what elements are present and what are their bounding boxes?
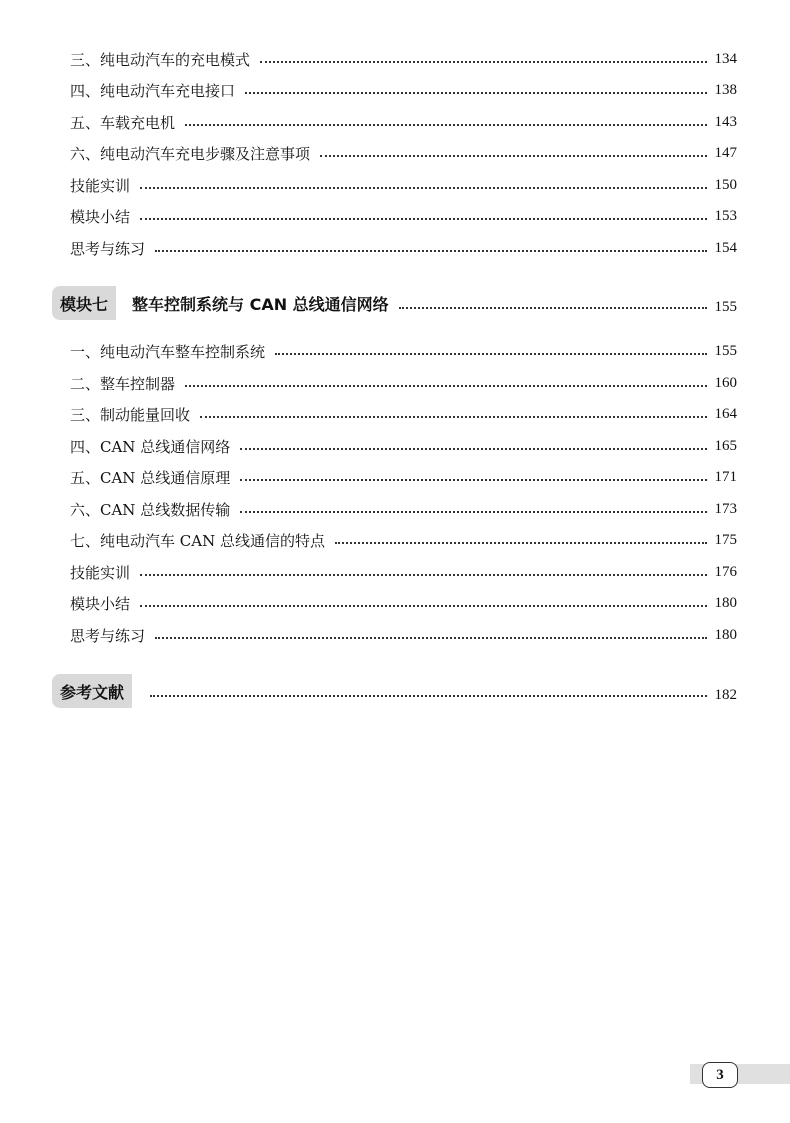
toc-entry[interactable] [70, 110, 737, 134]
toc-entry-page: 176 [714, 563, 737, 580]
toc-entry-page: 150 [714, 176, 737, 193]
toc-entry-page: 180 [714, 626, 737, 643]
toc-entry-title: 四、纯电动汽车充电接口 [70, 81, 236, 100]
module-title: 整车控制系统与 CAN 总线通信网络 [132, 294, 389, 314]
toc-entry-page: 164 [714, 405, 737, 422]
references-heading[interactable] [52, 674, 737, 708]
toc-entry[interactable] [70, 236, 737, 260]
leader-dots [155, 637, 706, 639]
toc-entry-title: 七、纯电动汽车 CAN 总线通信的特点 [70, 531, 325, 550]
module-page: 155 [714, 298, 737, 315]
toc-entry[interactable] [70, 434, 737, 458]
leader-dots [200, 416, 706, 418]
leader-dots [260, 61, 706, 63]
toc-entry[interactable] [70, 465, 737, 489]
module-heading[interactable] [52, 286, 737, 320]
toc-entry-page: 160 [714, 374, 737, 391]
toc-entry[interactable] [70, 339, 737, 363]
leader-dots [185, 124, 706, 126]
page-number: 3 [702, 1062, 738, 1088]
toc-entry[interactable] [70, 371, 737, 395]
toc-entry-page: 154 [714, 239, 737, 256]
leader-dots [399, 307, 707, 309]
toc-entry-page: 165 [714, 437, 737, 454]
toc-entry-title: 思考与练习 [70, 239, 146, 258]
toc-entry-title: 六、纯电动汽车充电步骤及注意事项 [70, 144, 311, 163]
leader-dots [140, 218, 706, 220]
toc-entry[interactable] [70, 402, 737, 426]
toc-entry-page: 134 [714, 50, 737, 67]
leader-dots [155, 250, 706, 252]
toc-entry-title: 模块小结 [70, 594, 131, 613]
toc-entry-page: 153 [714, 207, 737, 224]
toc-entry[interactable] [70, 528, 737, 552]
leader-dots [140, 574, 706, 576]
toc-entry-title: 四、CAN 总线通信网络 [70, 437, 231, 456]
leader-dots [275, 353, 706, 355]
toc-entry-title: 五、CAN 总线通信原理 [70, 468, 231, 487]
toc-entry-title: 技能实训 [70, 176, 131, 195]
toc-entry[interactable] [70, 173, 737, 197]
leader-dots [320, 155, 706, 157]
toc-entry[interactable] [70, 78, 737, 102]
leader-dots [240, 448, 706, 450]
leader-dots [140, 605, 706, 607]
leader-dots [245, 92, 706, 94]
toc-entry-title: 思考与练习 [70, 626, 146, 645]
toc-entry-title: 六、CAN 总线数据传输 [70, 500, 231, 519]
toc-entry[interactable] [70, 560, 737, 584]
toc-entry[interactable] [70, 591, 737, 615]
toc-entry-page: 171 [714, 468, 737, 485]
toc-entry-page: 175 [714, 531, 737, 548]
toc-entry-title: 五、车载充电机 [70, 113, 176, 132]
toc-entry-page: 180 [714, 594, 737, 611]
toc-entry-title: 模块小结 [70, 207, 131, 226]
toc-entry-title: 三、纯电动汽车的充电模式 [70, 50, 251, 69]
references-page: 182 [714, 686, 737, 703]
leader-dots [150, 695, 706, 697]
toc-entry-title: 二、整车控制器 [70, 374, 176, 393]
leader-dots [335, 542, 707, 544]
leader-dots [240, 479, 706, 481]
leader-dots [140, 187, 706, 189]
toc-entry-page: 138 [714, 81, 737, 98]
leader-dots [240, 511, 706, 513]
references-tag: 参考文献 [52, 674, 132, 708]
leader-dots [185, 385, 706, 387]
toc-entry-title: 一、纯电动汽车整车控制系统 [70, 342, 266, 361]
toc-entry[interactable] [70, 141, 737, 165]
toc-entry-page: 147 [714, 144, 737, 161]
toc-entry-title: 三、制动能量回收 [70, 405, 191, 424]
toc-entry[interactable] [70, 497, 737, 521]
toc-entry[interactable] [70, 47, 737, 71]
toc-entry[interactable] [70, 204, 737, 228]
toc-entry[interactable] [70, 623, 737, 647]
module-tag: 模块七 [52, 286, 116, 320]
toc-entry-page: 143 [714, 113, 737, 130]
toc-entry-page: 173 [714, 500, 737, 517]
toc-entry-title: 技能实训 [70, 563, 131, 582]
toc-entry-page: 155 [714, 342, 737, 359]
